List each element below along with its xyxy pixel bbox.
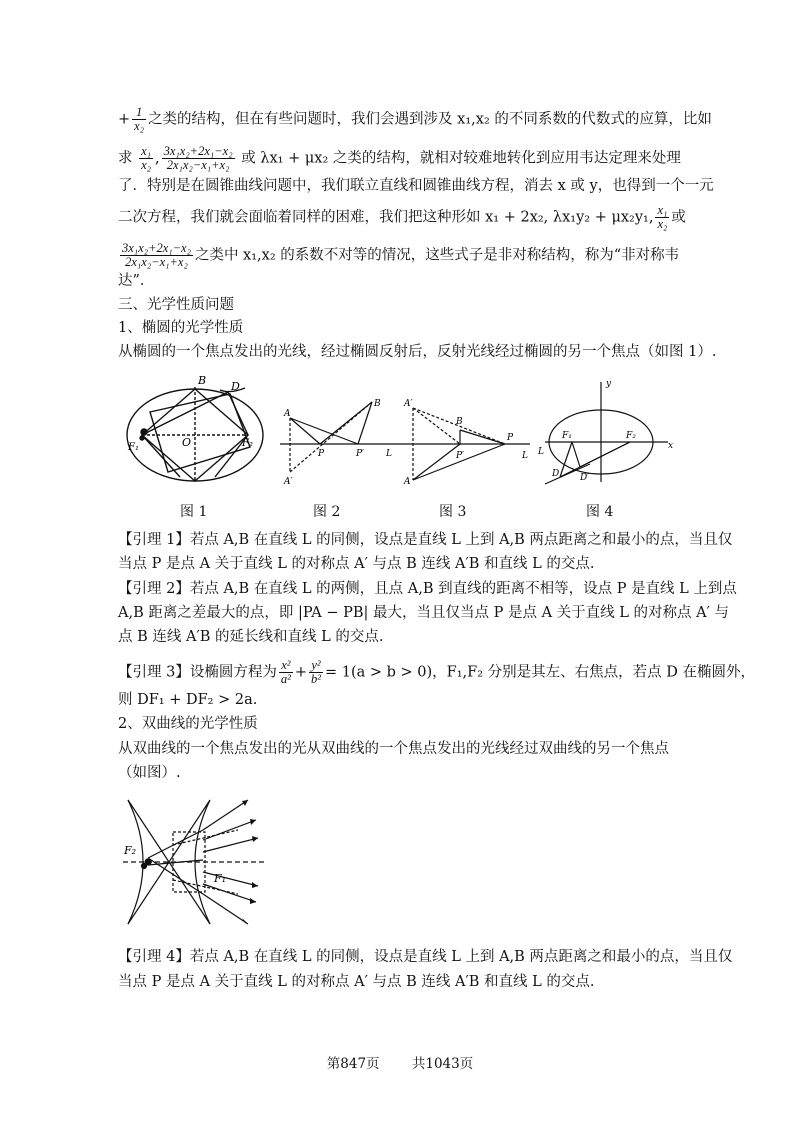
fig4-label-d: D xyxy=(552,469,560,479)
fig2-label-ap: A′ xyxy=(284,477,293,487)
fig4-label-dp: D′ xyxy=(580,473,590,483)
section-heading-3: 三、光学性质问题 xyxy=(118,297,234,313)
caption-fig-2: 图 2 xyxy=(313,504,341,520)
page-total: 共1043页 xyxy=(411,1056,474,1072)
text-line-2: 求 $\frac{\text{x₁}}{\text{x₂}}$ , $\frac{\text{3x₁x₂+2x₁−x₂}}{\text{2x₁x₂−x₁+x₂}}$ 或 λx₁ + μx₂ 之类的结构，就相对较难地转化到应用韦达定理来处理 xyxy=(118,144,681,172)
hyperbola-label-f1: F₁ xyxy=(214,872,227,885)
text-line-hyperbola-desc-1: 从双曲线的一个焦点发出的光从双曲线的一个焦点发出的光线经过双曲线的另一个焦点 xyxy=(118,741,669,757)
figure-3 xyxy=(405,408,530,480)
lemma-3-line-1: 【引理 3】设椭圆方程为 $\frac{\text{x²}}{\text{a²}}$ + $\frac{\text{y²}}{\text{b²}}$ = 1(a > b > 0)，F₁,F₂ 分别是其左、右焦点，若点 D 在椭圆外， xyxy=(118,658,755,686)
fig4-label-f2: F₂ xyxy=(626,431,636,441)
fig2-label-a: A xyxy=(284,409,291,419)
fig3-label-l: L xyxy=(522,451,528,461)
fraction: $\frac{1}{\text{x₂}}$ xyxy=(134,105,145,133)
fig2-label-l: L xyxy=(386,449,392,459)
fig1-label-f2: F₂ xyxy=(242,438,253,449)
fig1-label-b: B xyxy=(198,374,207,387)
text-line-6: 达”． xyxy=(118,273,155,289)
text-line-4: 二次方程，我们就会面临着同样的困难，我们把这种形如 x₁ + 2x₂, λx₁y₂ + μx₂y₁, $\frac{\text{x₁}}{\text{x₂}}$ 或 xyxy=(118,203,686,231)
lemma-1-line-2: 当点 P 是点 A 关于直线 L 的对称点 A′ 与点 B 连线 A′B 和直线 L 的交点. xyxy=(118,556,595,572)
fig1-label-f1: F₁ xyxy=(128,442,139,453)
fraction: $\frac{\text{3x₁x₂+2x₁−x₂}}{\text{2x₁x₂−x₁+x₂}}$ xyxy=(122,241,191,269)
page-number: 第847页 xyxy=(326,1056,380,1072)
text-line-3: 了．特别是在圆锥曲线问题中，我们联立直线和圆锥曲线方程，消去 x 或 y，也得到一个一元 xyxy=(118,178,714,194)
lemma-4-line-2: 当点 P 是点 A 关于直线 L 的对称点 A′ 与点 B 连线 A′B 和直线 L 的交点. xyxy=(118,974,595,990)
fig2-label-b: B xyxy=(374,399,381,409)
lemma-2-line-3: 点 B 连线 A′B 的延长线和直线 L 的交点. xyxy=(118,629,384,645)
lemma-2-line-2: A,B 距离之差最大的点，即 |PA − PB| 最大，当且仅当点 P 是点 A 关于直线 L 的对称点 A′ 与 xyxy=(118,605,730,621)
figure-hyperbola xyxy=(118,790,268,930)
fig3-label-a: A xyxy=(404,477,411,487)
figure-2 xyxy=(280,402,405,472)
page-footer xyxy=(0,1052,800,1072)
text-line-5: $\frac{\text{3x₁x₂+2x₁−x₂}}{\text{2x₁x₂−x₁+x₂}}$ 之类中 x₁,x₂ 的系数不对等的情况，这些式子是非对称结构，称为“非对称韦 xyxy=(122,241,680,269)
text-line-ellipse-desc: 从椭圆的一个焦点发出的光线，经过椭圆反射后，反射光线经过椭圆的另一个焦点（如图 1）. xyxy=(118,344,717,360)
fig3-label-ap: A′ xyxy=(404,399,413,409)
fig3-label-p: P xyxy=(507,433,514,443)
caption-fig-3: 图 3 xyxy=(439,504,467,520)
lemma-1-line-1: 【引理 1】若点 A,B 在直线 L 的同侧，设点是直线 L 上到 A,B 两点距离之和最小的点，当且仅 xyxy=(118,532,733,548)
fraction: $\frac{\text{3x₁x₂+2x₁−x₂}}{\text{2x₁x₂−x₁+x₂}}$ xyxy=(163,144,233,172)
fig4-label-l: L xyxy=(538,447,544,457)
lemma-2-line-1: 【引理 2】若点 A,B 在直线 L 的两侧，且点 A,B 到直线的距离不相等，设点 P 是直线 L 上到点 xyxy=(118,581,737,597)
caption-fig-1: 图 1 xyxy=(180,504,208,520)
fig2-label-pp: P′ xyxy=(356,449,365,459)
fig4-label-y: y xyxy=(606,379,612,389)
lemma-3-line-2: 则 DF₁ + DF₂ > 2a. xyxy=(118,692,258,708)
fig2-label-p: P xyxy=(318,449,325,459)
fig1-label-d: D xyxy=(231,380,240,393)
text-line-1: + $\frac{1}{\text{x₂}}$ 之类的结构，但在有些问题时，我们会遇到涉及 x₁,x₂ 的不同系数的代数式的应算，比如 xyxy=(118,105,712,133)
fig1-label-o: O xyxy=(182,436,192,449)
hyperbola-label-f2: F₂ xyxy=(124,844,137,857)
caption-fig-4: 图 4 xyxy=(586,504,614,520)
subsection-heading-hyperbola: 2、双曲线的光学性质 xyxy=(118,716,258,732)
fig3-label-pp: P′ xyxy=(456,451,465,461)
fig3-label-b: B xyxy=(456,417,463,427)
lemma-4-line-1: 【引理 4】若点 A,B 在直线 L 的同侧，设点是直线 L 上到 A,B 两点距离之和最小的点，当且仅 xyxy=(118,949,733,965)
text-line-hyperbola-desc-2: （如图）. xyxy=(118,765,181,781)
figures-row xyxy=(120,372,690,492)
subsection-heading-ellipse: 1、椭圆的光学性质 xyxy=(118,320,244,336)
fig4-label-x: x xyxy=(668,441,674,451)
fraction: $\frac{\text{x₁}}{\text{x₂}}$ xyxy=(141,144,152,172)
figure-1-ellipse xyxy=(127,387,263,482)
fraction: $\frac{\text{x²}}{\text{a²}}$ xyxy=(280,658,291,686)
fraction: $\frac{\text{x₁}}{\text{x₂}}$ xyxy=(657,203,668,231)
fig4-label-f1: F₁ xyxy=(562,431,572,441)
fraction: $\frac{\text{y²}}{\text{b²}}$ xyxy=(311,658,321,686)
